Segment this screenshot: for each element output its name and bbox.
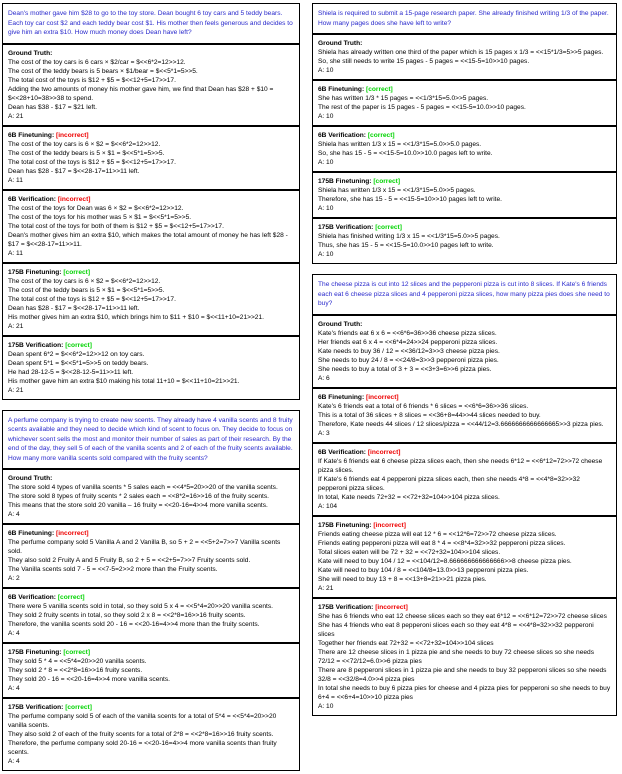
solution-line: The Vanilla scents sold 7 - 5 = <<7-5=2>>2 more than the Fruity scents. bbox=[8, 566, 218, 573]
solution-line: His mother gave him an extra $10 making his total 11+10 = $<<11+10=21>>21. bbox=[8, 377, 240, 385]
solution-line: Dean spent 6*2 = $<<6*2=12>>12 on toy cars. bbox=[8, 350, 145, 358]
solution-line: They also sold 2 of each of the fruity scents for a total of 2*8 = <<2*8=16>>16 fruity scents. bbox=[8, 731, 274, 738]
solution-line: The perfume company sold 5 of each of the vanilla scents for a total of 5*4 = <<5*4=20>>20 vanilla scents. bbox=[8, 713, 277, 729]
section-title: 175B Finetuning: bbox=[8, 649, 62, 656]
verdict-badge-incorrect: [incorrect] bbox=[57, 195, 91, 203]
solution-line: There were 5 vanilla scents sold in total, so they sold 5 x 4 = <<5*4=20>>20 vanilla scents. bbox=[8, 603, 274, 610]
solution-line: She needs to buy a total of 3 + 3 = <<3+3=6>>6 pizza pies. bbox=[318, 365, 492, 373]
question-box: Dean's mother gave him $28 to go to the toy store. Dean bought 6 toy cars and 5 teddy bears. Each toy car cost $2 and each teddy bear cost $1. His mother then feels generous and decides to give him an extra $10. How much money does Dean have left? bbox=[2, 3, 300, 44]
section-header bbox=[318, 131, 611, 140]
solution-line: Dean has $38 - $17 = $21 left. bbox=[8, 103, 97, 111]
solution-line: Therefore, the perfume company sold 20-16 = <<20-16=4>>4 more vanilla scents than fruity scents. bbox=[8, 740, 277, 756]
verdict-badge-incorrect: [incorrect] bbox=[366, 393, 399, 401]
verdict-badge-incorrect: [incorrect] bbox=[373, 521, 406, 529]
solution-line: So, she has 15 - 5 = <<15-5=10.0>>10.0 pages left to write. bbox=[318, 150, 493, 157]
section-title: 175B Finetuning: bbox=[318, 521, 372, 529]
section-box bbox=[2, 588, 300, 643]
solution-line: A: 10 bbox=[318, 159, 334, 166]
solution-line: Adding the two amounts of money his mother gave him, we find that Dean has $28 + $10 = $<<28+10=38>>38 to spend. bbox=[8, 85, 274, 102]
section-title: 6B Finetuning: bbox=[8, 131, 55, 139]
section-title: 175B Verification: bbox=[8, 704, 64, 711]
solution-line: Her friends eat 6 x 4 = <<6*4=24>>24 pepperoni pizza slices. bbox=[318, 338, 498, 346]
problem-group bbox=[2, 3, 300, 400]
section-box bbox=[2, 698, 300, 771]
question-box: Shiela is required to submit a 15-page research paper. She already finished writing 1/3 of the paper. How many pages does she have left to write? bbox=[312, 3, 617, 34]
solution-line: A: 3 bbox=[318, 429, 330, 437]
section-header bbox=[8, 474, 294, 483]
problem-group bbox=[312, 3, 617, 264]
section-header bbox=[318, 393, 611, 402]
solution-line: Friends eating pepperoni pizza will eat 8 * 4 = <<8*4=32>>32 pepperoni pizza slices. bbox=[318, 539, 566, 547]
section-title: 175B Verification: bbox=[318, 603, 374, 611]
solution-line: The cost of the toys for his mother was 5 × $1 = $<<5*1=5>>5. bbox=[8, 213, 192, 221]
verdict-badge-incorrect: [incorrect] bbox=[56, 131, 89, 139]
section-header bbox=[8, 268, 294, 277]
solution-line: Therefore, she has 15 - 5 = <<15-5=10>>10 pages left to write. bbox=[318, 196, 503, 203]
section-box bbox=[312, 126, 617, 172]
solution-line: Dean has $28 - $17 = $<<28-17=11>>11 left. bbox=[8, 167, 140, 175]
solution-line: She needs to buy 24 / 8 = <<24/8=3>>3 pepperoni pizza pies. bbox=[318, 356, 499, 364]
verdict-badge-correct: [correct] bbox=[57, 594, 85, 601]
solution-line: Shiela has finished writing 1/3 x 15 = <<1/3*15=5.0>>5 pages. bbox=[318, 233, 500, 240]
solution-line: Dean's mother gives him an extra $10, which makes the total amount of money he has left $28 - $17 = $<<28-17=11>>11. bbox=[8, 231, 288, 248]
solution-line: If Kate's 6 friends eat 6 cheese pizza slices each, then she needs 6*12 = <<6*12=72>>72 cheese pizza slices. bbox=[318, 457, 603, 474]
section-header bbox=[8, 341, 294, 350]
solution-line: Kate's friends eat 6 x 6 = <<6*6=36>>36 cheese pizza slices. bbox=[318, 329, 497, 337]
section-header bbox=[8, 49, 294, 58]
solution-line: A: 4 bbox=[8, 511, 20, 518]
section-header bbox=[8, 593, 294, 602]
solution-line: A: 4 bbox=[8, 758, 20, 765]
solution-line: Thus, she has 15 - 5 = <<15-5=10.0>>10 pages left to write. bbox=[318, 242, 494, 249]
solution-line: In total, Kate needs 72+32 = <<72+32=104>>104 pizza slices. bbox=[318, 493, 500, 501]
section-title: 6B Verification: bbox=[8, 594, 57, 601]
solution-line: A: 21 bbox=[8, 322, 24, 330]
solution-line: The cost of the teddy bears is 5 bears × $1/bear = $<<5*1=5>>5. bbox=[8, 67, 198, 75]
solution-line: A: 21 bbox=[318, 584, 334, 592]
solution-line: They sold 2 * 8 = <<2*8=16>>16 fruity scents. bbox=[8, 667, 143, 674]
section-title: 6B Verification: bbox=[318, 448, 367, 456]
section-header bbox=[318, 223, 611, 232]
section-box bbox=[312, 218, 617, 264]
section-box bbox=[312, 34, 617, 80]
verdict-badge-correct: [correct] bbox=[65, 704, 92, 711]
question-box: A perfume company is trying to create new scents. They already have 4 vanilla scents and 8 fruity scents available and they need to decide which kind of scent to focus on. They decide to focus on whichever scent sells the most and monitor their number of sales as part of their research. By the end of the day, they sell 5 of each of the vanilla scents and 2 of each of the fruity scents available. How many more vanilla scents sold compared with the fruity scents? bbox=[2, 410, 300, 470]
solution-line: There are 8 pepperoni slices in 1 pizza pie and she needs to buy 32 pepperoni slices so she needs 32/8 = <<32/8=4.0>>4 pizza pies bbox=[318, 666, 607, 683]
verdict-badge-correct: [correct] bbox=[366, 86, 393, 93]
section-title: Ground Truth: bbox=[8, 49, 53, 57]
section-title: 6B Finetuning: bbox=[318, 86, 365, 93]
section-title: 6B Finetuning: bbox=[318, 393, 365, 401]
solution-line: The store sold 8 types of fruity scents * 2 sales each = <<8*2=16>>16 of the fruity scents. bbox=[8, 493, 269, 500]
column-right bbox=[312, 3, 617, 771]
solution-line: So, she still needs to write 15 pages - 5 pages = <<15-5=10>>10 pages. bbox=[318, 58, 530, 65]
section-box bbox=[312, 172, 617, 218]
section-box bbox=[312, 443, 617, 516]
solution-line: A: 11 bbox=[8, 176, 23, 184]
solution-line: The cost of the toy cars is 6 × $2 = $<<6*2=12>>12. bbox=[8, 140, 161, 148]
verdict-badge-correct: [correct] bbox=[373, 178, 401, 185]
solution-line: She will need to buy 13 + 8 = <<13+8=21>>21 pizza pies. bbox=[318, 575, 487, 583]
solution-line: The total cost of the toys for both of them is $12 + $5 = $<<12+5=17>>17. bbox=[8, 222, 224, 230]
solution-line: The cost of the toys for Dean was 6 × $2 = $<<6*2=12>>12. bbox=[8, 204, 184, 212]
section-header bbox=[318, 177, 611, 186]
section-box bbox=[2, 469, 300, 524]
section-title: 175B Finetuning: bbox=[318, 178, 372, 185]
section-header bbox=[8, 703, 294, 712]
section-header bbox=[318, 521, 611, 530]
verdict-badge-incorrect: [incorrect] bbox=[56, 530, 89, 537]
section-box bbox=[2, 643, 300, 698]
solution-line: A: 10 bbox=[318, 702, 334, 710]
solution-line: This is a total of 36 slices + 8 slices = <<36+8=44>>44 slices needed to buy. bbox=[318, 411, 541, 419]
solution-line: She has written 1/3 * 15 pages = <<1/3*15=5.0>>5 pages. bbox=[318, 95, 489, 102]
section-title: 175B Verification: bbox=[8, 341, 64, 349]
section-header bbox=[318, 320, 611, 329]
solution-line: He had 28-12-5 = $<<28-12-5=11>>11 left. bbox=[8, 368, 134, 376]
solution-line: Together her friends eat 72+32 = <<72+32=104>>104 slices bbox=[318, 639, 494, 647]
solution-line: There are 12 cheese slices in 1 pizza pie and she needs to buy 72 cheese slices so she needs 72/12 = <<72/12=6.0>>6 pizza pies bbox=[318, 648, 595, 665]
verdict-badge-incorrect: [incorrect] bbox=[367, 448, 401, 456]
question-box: The cheese pizza is cut into 12 slices and the pepperoni pizza is cut into 8 slices. If Kate's 6 friends each eat 6 cheese pizza slices and 4 pepperoni pizza slices, how many pizza pies does she need to buy? bbox=[312, 274, 617, 315]
section-title: 175B Finetuning: bbox=[8, 268, 62, 276]
solution-line: In total she needs to buy 6 pizza pies for cheese and 4 pizza pies for pepperoni so she needs to buy 6+4 = <<6+4=10>>10 pizza pies bbox=[318, 684, 611, 701]
solution-line: The total cost of the toys is $12 + $5 = $<<12+5=17>>17. bbox=[8, 76, 176, 84]
section-box bbox=[2, 126, 300, 190]
section-header bbox=[318, 603, 611, 612]
solution-line: Kate will need to buy 104 / 8 = <<104/8=13.0>>13 pepperoni pizza pies. bbox=[318, 566, 529, 574]
section-header bbox=[318, 85, 611, 94]
section-box bbox=[2, 263, 300, 336]
solution-line: They sold 5 * 4 = <<5*4=20>>20 vanilla scents. bbox=[8, 658, 147, 665]
solution-line: The cost of the teddy bears is 5 × $1 = $<<5*1=5>>5. bbox=[8, 286, 165, 294]
solution-line: A: 104 bbox=[318, 502, 338, 510]
section-title: 6B Finetuning: bbox=[8, 530, 55, 537]
solution-line: A: 10 bbox=[318, 251, 334, 258]
section-header bbox=[8, 195, 294, 204]
section-title: 6B Verification: bbox=[8, 195, 57, 203]
section-box bbox=[312, 315, 617, 388]
solution-line: A: 2 bbox=[8, 575, 20, 582]
solution-line: A: 11 bbox=[8, 249, 23, 257]
section-box bbox=[2, 524, 300, 588]
solution-line: Friends eating cheese pizza will eat 12 * 6 = <<12*6=72>>72 cheese pizza slices. bbox=[318, 530, 557, 538]
section-box bbox=[312, 516, 617, 598]
section-box bbox=[312, 598, 617, 716]
solution-line: Kate needs to buy 36 / 12 = <<36/12=3>>3 cheese pizza pies. bbox=[318, 347, 500, 355]
solution-line: A: 21 bbox=[8, 112, 24, 120]
solution-line: A: 6 bbox=[318, 374, 330, 382]
verdict-badge-correct: [correct] bbox=[63, 268, 91, 276]
solution-line: Total slices eaten will be 72 + 32 = <<72+32=104>>104 slices. bbox=[318, 548, 501, 556]
section-title: Ground Truth: bbox=[8, 475, 53, 482]
solution-line: The cost of the toy cars is 6 × $2 = $<<6*2=12>>12. bbox=[8, 277, 161, 285]
solution-line: Therefore, the vanilla scents sold 20 - 16 = <<20-16=4>>4 more than the fruity scents. bbox=[8, 621, 260, 628]
solution-line: A: 10 bbox=[318, 67, 334, 74]
solution-line: The cost of the toy cars is 6 cars × $2/car = $<<6*2=12>>12. bbox=[8, 58, 186, 66]
solution-line: Dean spent 5*1 = $<<5*1=5>>5 on teddy bears. bbox=[8, 359, 149, 367]
solution-line: She has 4 friends who eat 8 pepperoni slices each so they eat 4*8 = <<4*8=32>>32 pepperoni slices bbox=[318, 621, 594, 638]
solution-line: A: 21 bbox=[8, 386, 24, 394]
verdict-badge-correct: [correct] bbox=[63, 649, 91, 656]
solution-line: The store sold 4 types of vanilla scents * 5 sales each = <<4*5=20>>20 of the vanilla scents. bbox=[8, 484, 278, 491]
column-left bbox=[2, 3, 300, 771]
section-header bbox=[8, 131, 294, 140]
solution-line: A: 4 bbox=[8, 630, 20, 637]
section-header bbox=[8, 529, 294, 538]
solution-line: Therefore, Kate needs 44 slices / 12 slices/pizza = <<44/12=3.6666666666666665>>3 pizza pies. bbox=[318, 420, 604, 428]
solution-line: Kate will need to buy 104 / 12 = <<104/12=8.666666666666666>>8 cheese pizza pies. bbox=[318, 557, 572, 565]
section-title: Ground Truth: bbox=[318, 40, 363, 47]
solution-line: The total cost of the toys is $12 + $5 = $<<12+5=17>>17. bbox=[8, 295, 176, 303]
solution-line: Kate's 6 friends eat a total of 6 friends * 6 slices = <<6*6=36>>36 slices. bbox=[318, 402, 529, 410]
section-box bbox=[2, 190, 300, 263]
solution-line: The total cost of the toys is $12 + $5 = $<<12+5=17>>17. bbox=[8, 158, 176, 166]
section-box bbox=[2, 44, 300, 126]
solution-line: She has 6 friends who eat 12 cheese slices each so they eat 6*12 = <<6*12=72>>72 cheese slices bbox=[318, 612, 607, 620]
solution-line: This means that the store sold 20 vanilla – 16 fruity = <<20-16=4>>4 more vanilla scents. bbox=[8, 502, 268, 509]
solution-line: If Kate's 6 friends eat 4 pepperoni pizza slices each, then she needs 4*8 = <<4*8=32>>32 pepperoni pizza slices. bbox=[318, 475, 580, 492]
section-box bbox=[2, 336, 300, 400]
section-title: 175B Verification: bbox=[318, 224, 374, 231]
solution-line: The cost of the teddy bears is 5 × $1 = $<<5*1=5>>5. bbox=[8, 149, 165, 157]
solution-line: They also sold 2 Fruity A and 5 Fruity B, so 2 + 5 = <<2+5=7>>7 Fruity scents sold. bbox=[8, 557, 251, 564]
solution-line: Dean has $28 - $17 = $<<28-17=11>>11 left. bbox=[8, 304, 140, 312]
solution-line: His mother gives him an extra $10, which brings him to $11 + $10 = $<<11+10=21>>21. bbox=[8, 313, 264, 321]
section-title: Ground Truth: bbox=[318, 320, 363, 328]
section-box bbox=[312, 388, 617, 443]
solution-line: A: 10 bbox=[318, 205, 334, 212]
verdict-badge-correct: [correct] bbox=[367, 132, 395, 139]
problem-group bbox=[2, 410, 300, 772]
solution-line: Shiela has written 1/3 x 15 = <<1/3*15=5.0>>5 pages. bbox=[318, 187, 476, 194]
solution-line: A: 4 bbox=[8, 685, 20, 692]
section-header bbox=[318, 448, 611, 457]
verdict-badge-correct: [correct] bbox=[65, 341, 92, 349]
solution-line: The perfume company sold 5 Vanilla A and 2 Vanilla B, so 5 + 2 = <<5+2=7>>7 Vanilla scents sold. bbox=[8, 539, 281, 555]
solution-line: Shiela has already written one third of the paper which is 15 pages x 1/3 = <<15*1/3=5>>5 pages. bbox=[318, 49, 604, 56]
verdict-badge-incorrect: [incorrect] bbox=[375, 603, 408, 611]
solution-line: Shiela has written 1/3 x 15 = <<1/3*15=5.0>>5.0 pages. bbox=[318, 141, 482, 148]
verdict-badge-correct: [correct] bbox=[375, 224, 402, 231]
problem-group bbox=[312, 274, 617, 716]
section-title: 6B Verification: bbox=[318, 132, 367, 139]
solution-line: They sold 2 fruity scents in total, so they sold 2 x 8 = <<2*8=16>>16 fruity scents. bbox=[8, 612, 246, 619]
section-header bbox=[318, 39, 611, 48]
section-header bbox=[8, 648, 294, 657]
solution-line: A: 10 bbox=[318, 113, 334, 120]
solution-line: The rest of the paper is 15 pages - 5 pages = <<15-5=10.0>>10 pages. bbox=[318, 104, 526, 111]
section-box bbox=[312, 80, 617, 126]
solution-line: They sold 20 - 16 = <<20-16=4>>4 more vanilla scents. bbox=[8, 676, 171, 683]
